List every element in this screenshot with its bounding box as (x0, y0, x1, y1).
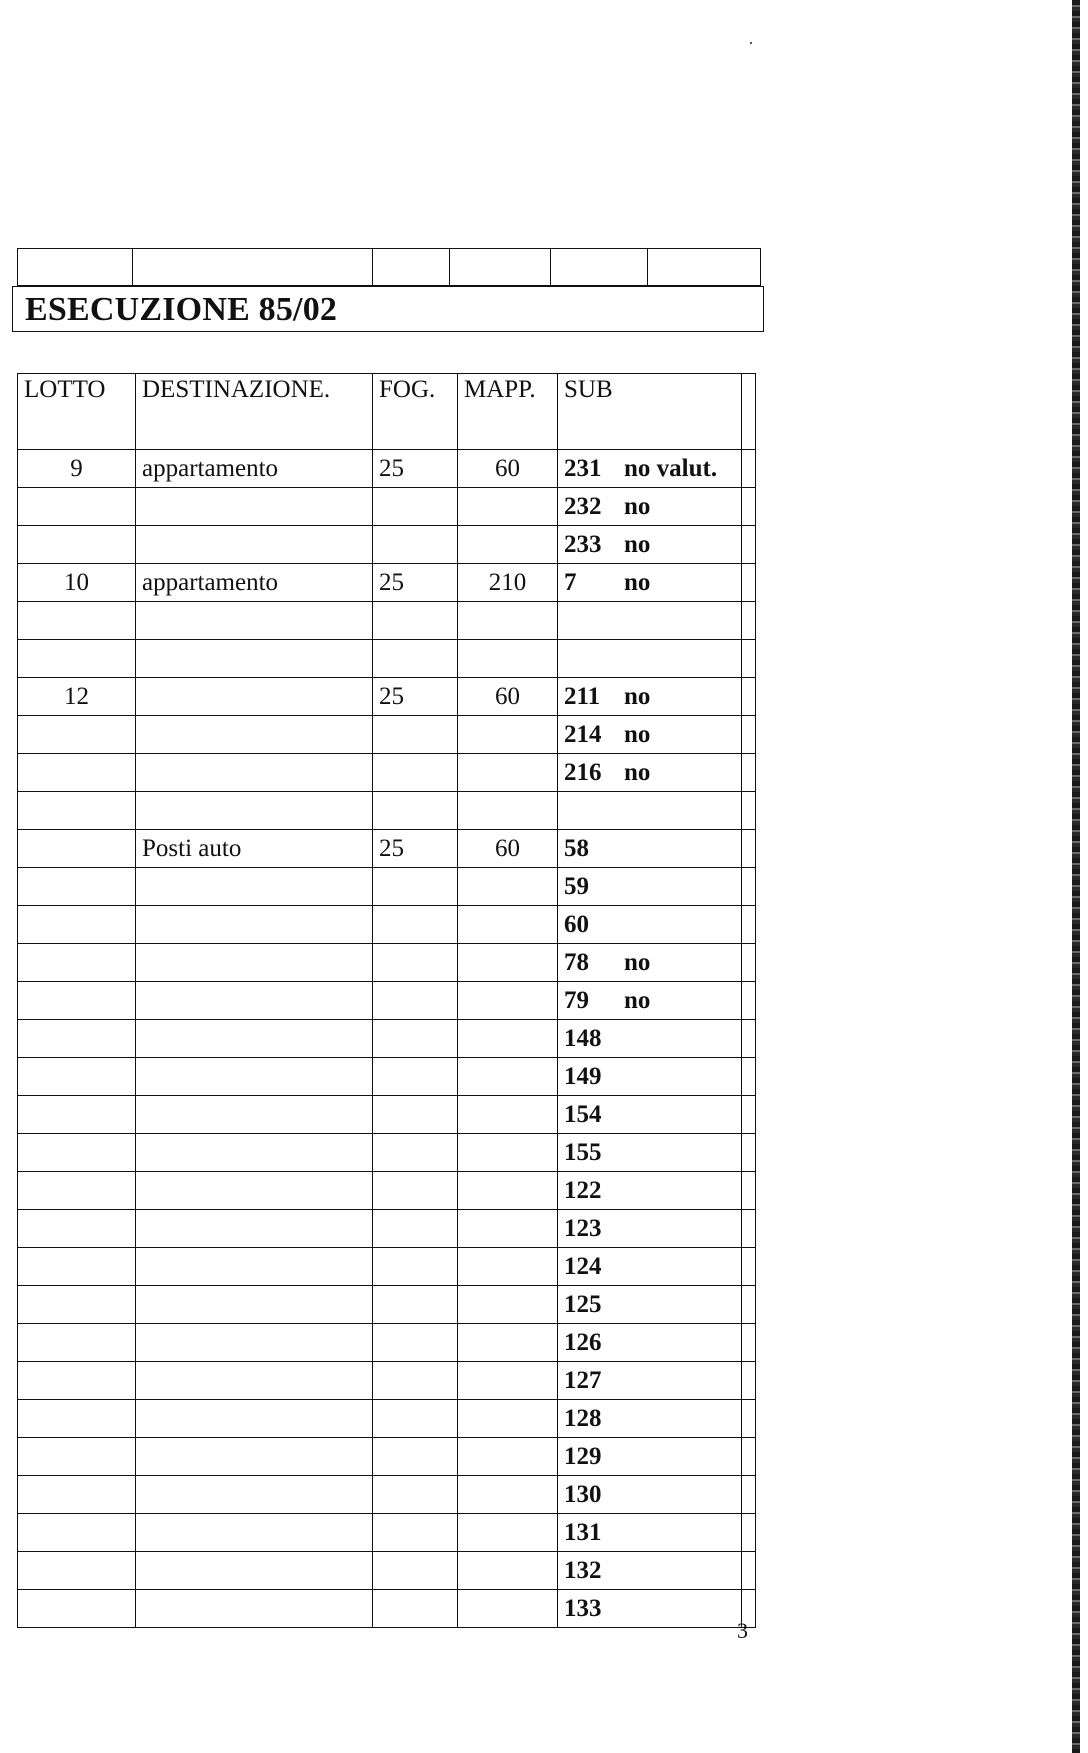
sub-number: 155 (564, 1138, 602, 1166)
cell-lotto (18, 1400, 136, 1438)
sub-number: 131 (564, 1518, 602, 1546)
table-row (18, 1514, 756, 1552)
cell-lotto (18, 1172, 136, 1210)
cell-destinazione (136, 1362, 373, 1400)
cell-lotto (18, 1248, 136, 1286)
cell-lotto (18, 982, 136, 1020)
sub-number: 78 (564, 948, 589, 976)
cell-lotto (18, 906, 136, 944)
cell-fog (373, 1476, 458, 1514)
empty-cell (551, 249, 648, 285)
sub-number: 132 (564, 1556, 602, 1584)
cell-destinazione (136, 1438, 373, 1476)
cell-destinazione (136, 868, 373, 906)
cell-mapp (458, 1400, 558, 1438)
cell-destinazione (136, 1324, 373, 1362)
cell-mapp: 60 (458, 450, 558, 488)
cell-lotto (18, 716, 136, 754)
header-destinazione: DESTINAZIONE. (136, 374, 373, 450)
sub-number: 148 (564, 1024, 602, 1052)
cell-destinazione (136, 1400, 373, 1438)
cell-mapp (458, 640, 558, 678)
cell-fog (373, 1248, 458, 1286)
cell-destinazione (136, 1514, 373, 1552)
sub-note: no (624, 720, 651, 748)
cell-destinazione (136, 1058, 373, 1096)
sub-number: 7 (564, 568, 577, 596)
cell-mapp (458, 1210, 558, 1248)
table-body (18, 450, 756, 1628)
scan-edge-border (1072, 0, 1080, 1753)
table-row (18, 526, 756, 564)
table-row (18, 982, 756, 1020)
document-title: ESECUZIONE 85/02 (25, 291, 338, 328)
cell-fog: 25 (373, 450, 458, 488)
sub-number: 133 (564, 1594, 602, 1622)
cell-destinazione (136, 982, 373, 1020)
cell-fog (373, 1020, 458, 1058)
cell-extra (742, 944, 756, 982)
header-fog: FOG. (373, 374, 458, 450)
table-row (18, 678, 756, 716)
cell-extra (742, 1552, 756, 1590)
cell-sub (558, 564, 742, 602)
cell-extra (742, 678, 756, 716)
sub-number: 154 (564, 1100, 602, 1128)
cell-extra (742, 982, 756, 1020)
cell-fog (373, 640, 458, 678)
cell-fog (373, 792, 458, 830)
cell-mapp (458, 1096, 558, 1134)
cell-lotto (18, 1324, 136, 1362)
cell-sub (558, 488, 742, 526)
cell-mapp (458, 526, 558, 564)
cell-fog (373, 602, 458, 640)
cell-mapp (458, 1438, 558, 1476)
sub-number: 149 (564, 1062, 602, 1090)
cell-lotto (18, 1476, 136, 1514)
cell-mapp (458, 906, 558, 944)
sub-number: 79 (564, 986, 589, 1014)
cell-mapp (458, 488, 558, 526)
cell-lotto (18, 792, 136, 830)
cell-fog (373, 982, 458, 1020)
sub-number: 122 (564, 1176, 602, 1204)
sub-number: 127 (564, 1366, 602, 1394)
sub-note: no (624, 530, 651, 558)
cell-lotto (18, 1096, 136, 1134)
cell-lotto (18, 602, 136, 640)
cell-mapp (458, 1020, 558, 1058)
cell-lotto: 9 (18, 450, 136, 488)
cell-lotto (18, 830, 136, 868)
cell-destinazione (136, 792, 373, 830)
cell-extra (742, 1020, 756, 1058)
cell-lotto (18, 1134, 136, 1172)
cell-mapp (458, 868, 558, 906)
cell-mapp (458, 1248, 558, 1286)
cell-mapp: 60 (458, 678, 558, 716)
cell-destinazione (136, 602, 373, 640)
sub-number: 126 (564, 1328, 602, 1356)
cell-mapp (458, 944, 558, 982)
cell-sub (558, 830, 742, 868)
sub-note: no (624, 492, 651, 520)
scan-speck (750, 42, 752, 44)
cell-sub (558, 640, 742, 678)
cell-extra (742, 526, 756, 564)
sub-number: 216 (564, 758, 602, 786)
cell-destinazione (136, 1286, 373, 1324)
cell-extra (742, 640, 756, 678)
cell-destinazione (136, 1096, 373, 1134)
cell-extra (742, 716, 756, 754)
cell-lotto (18, 1210, 136, 1248)
cell-sub (558, 944, 742, 982)
cell-sub (558, 1324, 742, 1362)
cell-extra (742, 1438, 756, 1476)
table-row (18, 1210, 756, 1248)
cell-extra (742, 868, 756, 906)
cell-sub (558, 1096, 742, 1134)
table-row (18, 754, 756, 792)
table-row (18, 830, 756, 868)
cell-mapp (458, 1552, 558, 1590)
cell-sub (558, 1514, 742, 1552)
cell-extra (742, 1476, 756, 1514)
cell-lotto (18, 1362, 136, 1400)
cell-destinazione (136, 640, 373, 678)
cell-mapp (458, 1324, 558, 1362)
cell-fog (373, 754, 458, 792)
cell-lotto (18, 1286, 136, 1324)
header-lotto: LOTTO (18, 374, 136, 450)
table-row (18, 868, 756, 906)
page-number: 3 (737, 1618, 748, 1643)
cell-sub (558, 1476, 742, 1514)
cell-fog (373, 944, 458, 982)
sub-number: 232 (564, 492, 602, 520)
cell-fog: 25 (373, 830, 458, 868)
cell-lotto (18, 944, 136, 982)
empty-cell (648, 249, 759, 285)
cell-sub (558, 1058, 742, 1096)
cell-destinazione (136, 1590, 373, 1628)
cell-fog (373, 1400, 458, 1438)
cell-destinazione (136, 1172, 373, 1210)
sub-note: no (624, 682, 651, 710)
header-sub: SUB (558, 374, 742, 450)
cell-extra (742, 1286, 756, 1324)
cell-mapp (458, 1058, 558, 1096)
cell-destinazione (136, 716, 373, 754)
cell-fog (373, 1514, 458, 1552)
sub-number: 211 (564, 682, 601, 710)
cell-fog (373, 868, 458, 906)
cell-lotto: 10 (18, 564, 136, 602)
cell-lotto (18, 488, 136, 526)
table-header-row (18, 374, 756, 450)
cell-lotto (18, 1552, 136, 1590)
cell-sub (558, 678, 742, 716)
cell-extra (742, 1134, 756, 1172)
cell-mapp (458, 1134, 558, 1172)
cell-extra (742, 754, 756, 792)
cell-extra (742, 564, 756, 602)
cell-lotto (18, 868, 136, 906)
cell-extra (742, 1210, 756, 1248)
table-row (18, 1400, 756, 1438)
cell-extra (742, 1362, 756, 1400)
cell-fog (373, 488, 458, 526)
sub-note: no (624, 568, 651, 596)
cell-sub (558, 1248, 742, 1286)
cell-fog (373, 1210, 458, 1248)
cell-sub (558, 1438, 742, 1476)
cell-extra (742, 1514, 756, 1552)
empty-cell (450, 249, 551, 285)
cell-sub (558, 1286, 742, 1324)
empty-header-grid (17, 248, 761, 286)
cell-extra (742, 488, 756, 526)
sub-number: 130 (564, 1480, 602, 1508)
table-row (18, 1096, 756, 1134)
table-row (18, 564, 756, 602)
cell-destinazione (136, 678, 373, 716)
cell-fog (373, 906, 458, 944)
cell-mapp (458, 792, 558, 830)
cell-sub (558, 906, 742, 944)
table-row (18, 1134, 756, 1172)
cell-fog (373, 1324, 458, 1362)
cell-sub (558, 1172, 742, 1210)
cell-sub (558, 1552, 742, 1590)
cell-sub (558, 1210, 742, 1248)
cell-mapp (458, 1590, 558, 1628)
cell-sub (558, 602, 742, 640)
cell-lotto (18, 526, 136, 564)
cell-extra (742, 830, 756, 868)
sub-number: 124 (564, 1252, 602, 1280)
sub-number: 123 (564, 1214, 602, 1242)
cell-extra (742, 1324, 756, 1362)
cell-destinazione (136, 754, 373, 792)
cell-sub (558, 1134, 742, 1172)
table-row (18, 792, 756, 830)
cell-sub (558, 792, 742, 830)
table-row (18, 1286, 756, 1324)
cell-fog (373, 1552, 458, 1590)
sub-number: 125 (564, 1290, 602, 1318)
sub-number: 128 (564, 1404, 602, 1432)
cell-destinazione (136, 526, 373, 564)
cell-fog (373, 1362, 458, 1400)
table-row (18, 1590, 756, 1628)
cell-sub (558, 1400, 742, 1438)
sub-number: 231 (564, 454, 602, 482)
cell-mapp (458, 754, 558, 792)
sub-number: 59 (564, 872, 589, 900)
cell-extra (742, 1058, 756, 1096)
cell-destinazione: appartamento (136, 564, 373, 602)
cell-fog (373, 1286, 458, 1324)
cell-fog (373, 526, 458, 564)
table-row (18, 944, 756, 982)
table-row (18, 1172, 756, 1210)
cell-mapp (458, 1286, 558, 1324)
sub-number: 60 (564, 910, 589, 938)
cell-extra (742, 1400, 756, 1438)
cell-lotto (18, 1020, 136, 1058)
table-row (18, 640, 756, 678)
empty-cell (18, 249, 133, 285)
cell-fog (373, 1590, 458, 1628)
cell-destinazione (136, 1552, 373, 1590)
sub-number: 58 (564, 834, 589, 862)
sub-note: no (624, 758, 651, 786)
table-row (18, 1438, 756, 1476)
cell-fog: 25 (373, 564, 458, 602)
cell-mapp (458, 602, 558, 640)
cell-sub (558, 450, 742, 488)
table-row (18, 602, 756, 640)
cell-destinazione (136, 1134, 373, 1172)
table-row (18, 1552, 756, 1590)
cell-destinazione (136, 944, 373, 982)
cell-extra (742, 1172, 756, 1210)
title-box (12, 286, 764, 332)
cell-lotto (18, 1058, 136, 1096)
cell-destinazione (136, 1210, 373, 1248)
cell-fog (373, 1134, 458, 1172)
empty-cell (373, 249, 450, 285)
cell-mapp (458, 716, 558, 754)
cell-fog (373, 1058, 458, 1096)
sub-number: 214 (564, 720, 602, 748)
empty-cell (133, 249, 373, 285)
table-row (18, 1058, 756, 1096)
cell-mapp (458, 1362, 558, 1400)
table-row (18, 1020, 756, 1058)
table-row (18, 906, 756, 944)
cell-lotto (18, 1438, 136, 1476)
table-row (18, 488, 756, 526)
table-row (18, 1248, 756, 1286)
cell-sub (558, 868, 742, 906)
cell-extra (742, 1248, 756, 1286)
cell-sub (558, 716, 742, 754)
cell-extra (742, 1096, 756, 1134)
sub-number: 129 (564, 1442, 602, 1470)
header-extra (742, 374, 756, 450)
table-row (18, 1362, 756, 1400)
sub-number: 233 (564, 530, 602, 558)
table-row (18, 1476, 756, 1514)
cell-extra (742, 906, 756, 944)
cell-mapp (458, 1514, 558, 1552)
table-row (18, 716, 756, 754)
cell-fog (373, 1172, 458, 1210)
cell-sub (558, 1590, 742, 1628)
sub-note: no (624, 986, 651, 1014)
cell-fog: 25 (373, 678, 458, 716)
cell-destinazione (136, 1020, 373, 1058)
cell-destinazione: Posti auto (136, 830, 373, 868)
cell-destinazione (136, 1248, 373, 1286)
cell-sub (558, 754, 742, 792)
cell-destinazione (136, 1476, 373, 1514)
sub-note: no (624, 948, 651, 976)
cell-mapp (458, 1172, 558, 1210)
cell-mapp (458, 1476, 558, 1514)
cell-destinazione: appartamento (136, 450, 373, 488)
cell-sub (558, 526, 742, 564)
table-row (18, 1324, 756, 1362)
cell-sub (558, 982, 742, 1020)
cell-lotto: 12 (18, 678, 136, 716)
cell-fog (373, 1438, 458, 1476)
cell-lotto (18, 1590, 136, 1628)
cell-mapp: 210 (458, 564, 558, 602)
cell-destinazione (136, 488, 373, 526)
cell-lotto (18, 754, 136, 792)
cell-lotto (18, 640, 136, 678)
cell-mapp (458, 982, 558, 1020)
cell-destinazione (136, 906, 373, 944)
cell-extra (742, 602, 756, 640)
cell-fog (373, 1096, 458, 1134)
cell-sub (558, 1020, 742, 1058)
cell-sub (558, 1362, 742, 1400)
cell-extra (742, 450, 756, 488)
sub-note: no valut. (624, 454, 718, 482)
cell-mapp: 60 (458, 830, 558, 868)
header-mapp: MAPP. (458, 374, 558, 450)
table-row (18, 450, 756, 488)
cell-fog (373, 716, 458, 754)
cell-extra (742, 792, 756, 830)
cell-lotto (18, 1514, 136, 1552)
property-table (17, 373, 756, 1628)
